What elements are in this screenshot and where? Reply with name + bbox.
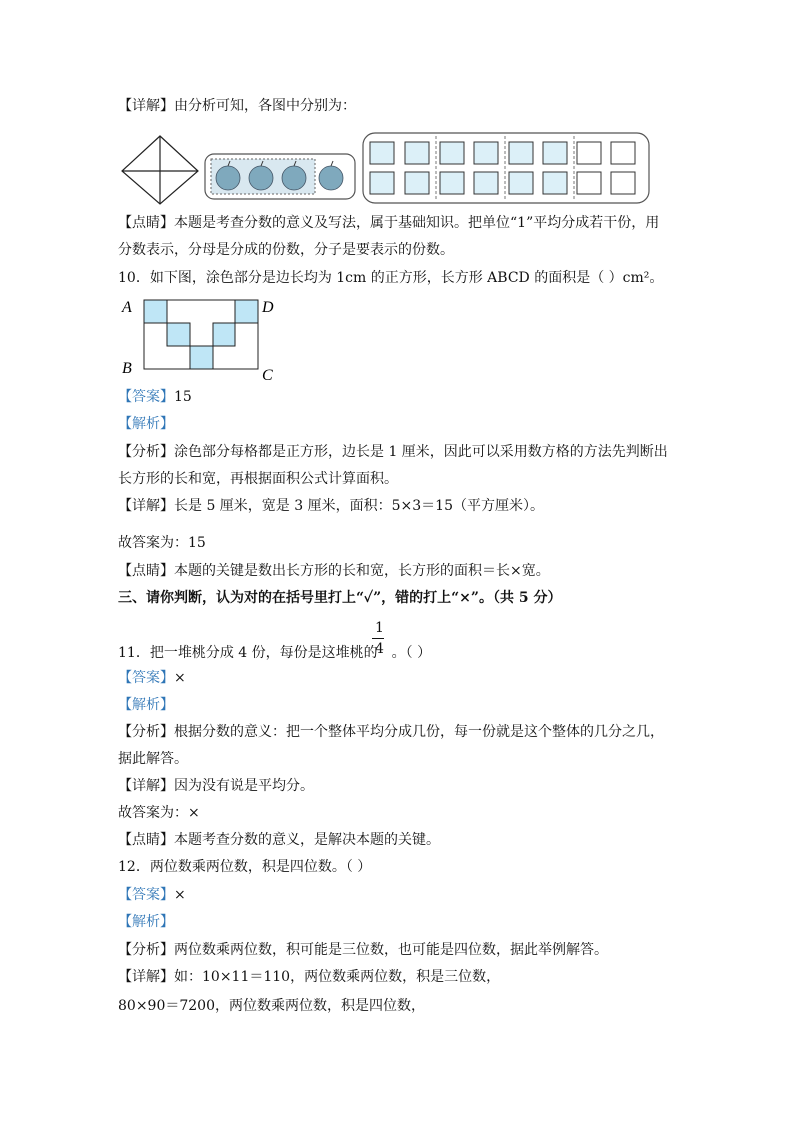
grid-square: [440, 142, 464, 164]
q10-answer: 【答案】15: [118, 389, 192, 405]
q12-analysis-tag: 【解析】: [118, 914, 174, 930]
q12-fenxi: 【分析】两位数乘两位数，积可能是三位数，也可能是四位数，据此举例解答。: [118, 942, 608, 958]
grid-square: [405, 142, 429, 164]
q9-point-line1: 【点睛】本题是考查分数的意义及写法，属于基础知识。把单位“1”平均分成若干份，用: [118, 215, 660, 231]
q12-detail-line1: 【详解】如：10×11＝110，两位数乘两位数，积是三位数，: [118, 969, 501, 985]
grid-square: [370, 142, 394, 164]
grid-square: [474, 142, 498, 164]
grid-square: [440, 172, 464, 194]
q10-point: 【点睛】本题的关键是数出长方形的长和宽，长方形的面积＝长×宽。: [118, 563, 550, 579]
q11-question: 11．把一堆桃分成 4 份，每份是这堆桃的 。（ ）: [118, 645, 432, 661]
grid-square: [474, 172, 498, 194]
q9-diamond-figure: [120, 134, 200, 204]
frac-bar: [372, 638, 384, 639]
grid-square: [370, 172, 394, 194]
q10-conclusion: 故答案为：15: [118, 535, 206, 551]
frac-denominator: 4: [375, 641, 384, 657]
q10-fenxi-line2: 长方形的长和宽，再根据面积公式计算面积。: [118, 471, 398, 487]
point-tag: 【点睛】: [118, 215, 174, 231]
q11-fenxi-line2: 据此解答。: [118, 751, 188, 767]
grid-square: [509, 172, 533, 194]
frac-numerator: 1: [375, 620, 384, 636]
q11-detail: 【详解】因为没有说是平均分。: [118, 778, 314, 794]
q11-fenxi-line1: 【分析】根据分数的意义：把一个整体平均分成几份，每一份就是这个整体的几分之几，: [118, 724, 664, 740]
grid-square: [509, 142, 533, 164]
q9-grid-figure: [362, 132, 650, 204]
label-b: B: [122, 360, 132, 377]
q10-rectangle-figure: [120, 296, 280, 384]
q10-question: 10．如下图，涂色部分是边长均为 1cm 的正方形，长方形 ABCD 的面积是（ ）cm²。: [118, 270, 664, 286]
detail-tag: 【详解】: [118, 98, 174, 114]
q10-detail: 【详解】长是 5 厘米，宽是 3 厘米，面积：5×3＝15（平方厘米）。: [118, 498, 544, 514]
apple-icon: [319, 161, 343, 190]
q10-fenxi-line1: 【分析】涂色部分每格都是正方形，边长是 1 厘米，因此可以采用数方格的方法先判断出: [118, 444, 668, 460]
grid-square: [611, 172, 635, 194]
section3-heading: 三、请你判断，认为对的在括号里打上“✓”，错的打上“×”。（共 5 分）: [118, 590, 562, 606]
q12-question: 12．两位数乘两位数，积是四位数。（ ）: [118, 859, 372, 875]
q11-conclusion: 故答案为：×: [118, 805, 200, 821]
grid-square: [543, 172, 567, 194]
q11-point: 【点睛】本题考查分数的意义，是解决本题的关键。: [118, 832, 440, 848]
q9-detail: 【详解】由分析可知，各图中分别为：: [118, 98, 356, 114]
q10-analysis-tag: 【解析】: [118, 416, 174, 432]
answer-tag: 【答案】: [118, 389, 174, 405]
q11-answer: 【答案】×: [118, 670, 186, 686]
label-a: A: [122, 299, 132, 316]
label-d: D: [262, 299, 274, 316]
grid-square: [577, 172, 601, 194]
grid-square: [577, 142, 601, 164]
q9-apples-figure: [204, 153, 356, 201]
q12-detail-line2: 80×90＝7200，两位数乘两位数，积是四位数，: [118, 998, 425, 1014]
q12-answer: 【答案】×: [118, 887, 186, 903]
q11-analysis-tag: 【解析】: [118, 697, 174, 713]
grid-square: [405, 172, 429, 194]
grid-square: [611, 142, 635, 164]
grid-square: [543, 142, 567, 164]
label-c: C: [262, 367, 273, 384]
q9-point-line2: 分数表示，分母是分成的份数，分子是要表示的份数。: [118, 242, 454, 258]
